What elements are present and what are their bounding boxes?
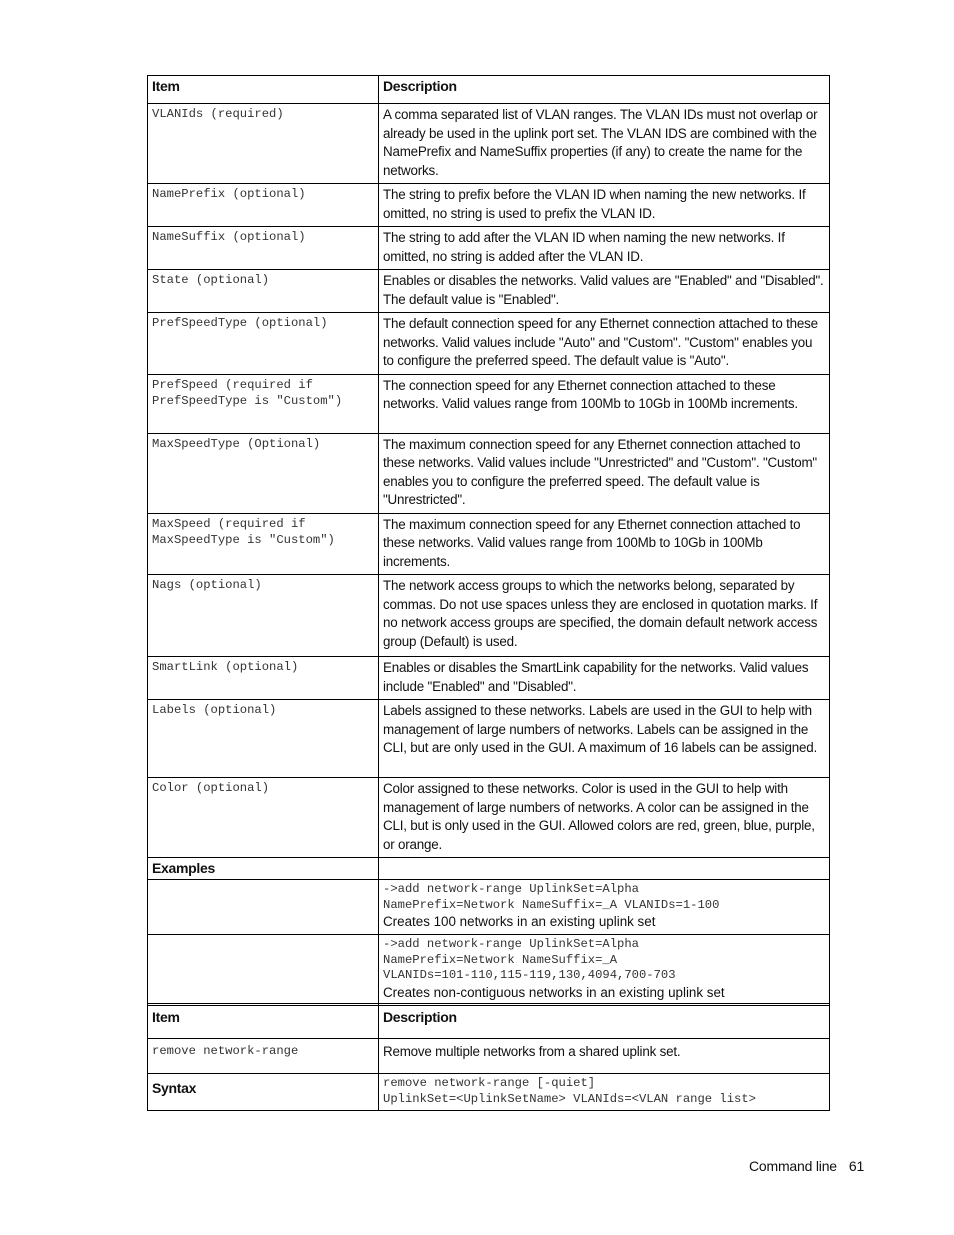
param-description: The default connection speed for any Ethernet connection attached to these networks. Valid values include "Auto" and "Custom". "Custom" enables you to configure the preferred speed. The default value is "Auto". bbox=[379, 313, 830, 375]
table-row bbox=[148, 270, 830, 313]
page-footer bbox=[749, 1158, 864, 1174]
parameters-table bbox=[147, 75, 830, 1006]
param-name: MaxSpeedType (Optional) bbox=[148, 433, 379, 513]
example-code: ->add network-range UplinkSet=Alpha NamePrefix=Network NameSuffix=_A VLANIDs=101-110,115-119,130,4094,700-703 bbox=[383, 937, 676, 982]
table-row bbox=[148, 700, 830, 778]
example-cell bbox=[379, 935, 830, 1006]
syntax-code: remove network-range [-quiet] UplinkSet=<UplinkSetName> VLANIds=<VLAN range list> bbox=[383, 1076, 756, 1106]
syntax-cell bbox=[379, 1074, 830, 1111]
example-row bbox=[148, 935, 830, 1006]
param-name: PrefSpeedType (optional) bbox=[148, 313, 379, 375]
example-code: ->add network-range UplinkSet=Alpha NamePrefix=Network NameSuffix=_A VLANIDs=1-100 bbox=[383, 882, 720, 912]
table-header-row bbox=[148, 76, 830, 104]
examples-empty-cell bbox=[379, 858, 830, 880]
table-row bbox=[148, 433, 830, 513]
footer-section: Command line bbox=[749, 1158, 837, 1174]
example-description: Creates non-contiguous networks in an existing uplink set bbox=[383, 984, 725, 1000]
table-row bbox=[148, 184, 830, 227]
example-cell bbox=[379, 880, 830, 935]
table-row bbox=[148, 575, 830, 657]
syntax-row bbox=[148, 1074, 830, 1111]
page-number: 61 bbox=[848, 1158, 865, 1174]
example-empty-cell bbox=[148, 880, 379, 935]
param-description: The maximum connection speed for any Ethernet connection attached to these networks. Valid values range from 100Mb to 10Gb in 100Mb increments. bbox=[379, 513, 830, 575]
param-description: The network access groups to which the networks belong, separated by commas. Do not use spaces unless they are enclosed in quotation marks. If no network access groups are specified, the domain default network access group (Default) is used. bbox=[379, 575, 830, 657]
param-name: NamePrefix (optional) bbox=[148, 184, 379, 227]
param-description: The string to add after the VLAN ID when naming the new networks. If omitted, no string is added after the VLAN ID. bbox=[379, 227, 830, 270]
param-name: VLANIds (required) bbox=[148, 104, 379, 184]
header-item: Item bbox=[148, 76, 379, 104]
table-row bbox=[148, 374, 830, 433]
table-row bbox=[148, 227, 830, 270]
param-name: SmartLink (optional) bbox=[148, 657, 379, 700]
param-description: A comma separated list of VLAN ranges. The VLAN IDs must not overlap or already be used in the uplink port set. The VLAN IDS are combined with the NamePrefix and NameSuffix properties (if any) to create the name for the networks. bbox=[379, 104, 830, 184]
table-row bbox=[148, 657, 830, 700]
command-row bbox=[148, 1039, 830, 1074]
table-row bbox=[148, 104, 830, 184]
examples-header-row bbox=[148, 858, 830, 880]
header-description: Description bbox=[379, 1004, 830, 1039]
param-description: The string to prefix before the VLAN ID when naming the new networks. If omitted, no string is used to prefix the VLAN ID. bbox=[379, 184, 830, 227]
param-name: NameSuffix (optional) bbox=[148, 227, 379, 270]
examples-label: Examples bbox=[148, 858, 379, 880]
param-name: PrefSpeed (required if PrefSpeedType is "Custom") bbox=[148, 374, 379, 433]
param-description: Enables or disables the SmartLink capability for the networks. Valid values include "Enabled" and "Disabled". bbox=[379, 657, 830, 700]
example-empty-cell bbox=[148, 935, 379, 1006]
example-row bbox=[148, 880, 830, 935]
command-description: Remove multiple networks from a shared uplink set. bbox=[379, 1039, 830, 1074]
header-item: Item bbox=[148, 1004, 379, 1039]
param-name: Color (optional) bbox=[148, 778, 379, 858]
syntax-label: Syntax bbox=[148, 1074, 379, 1111]
table-row bbox=[148, 313, 830, 375]
param-description: The connection speed for any Ethernet connection attached to these networks. Valid values range from 100Mb to 10Gb in 100Mb increments. bbox=[379, 374, 830, 433]
command-table bbox=[147, 1003, 830, 1111]
param-description: The maximum connection speed for any Ethernet connection attached to these networks. Valid values include "Unrestricted" and "Custom". "Custom" enables you to configure the preferred speed. The default value is "Unrestricted". bbox=[379, 433, 830, 513]
example-description: Creates 100 networks in an existing uplink set bbox=[383, 914, 656, 929]
param-name: Labels (optional) bbox=[148, 700, 379, 778]
table-header-row bbox=[148, 1004, 830, 1039]
command-name: remove network-range bbox=[148, 1039, 379, 1074]
param-name: MaxSpeed (required if MaxSpeedType is "Custom") bbox=[148, 513, 379, 575]
param-description: Color assigned to these networks. Color is used in the GUI to help with management of large numbers of networks. A color can be assigned in the CLI, but is only used in the GUI. Allowed colors are red, green, blue, purple, or orange. bbox=[379, 778, 830, 858]
param-name: State (optional) bbox=[148, 270, 379, 313]
param-description: Labels assigned to these networks. Labels are used in the GUI to help with management of large numbers of networks. Labels can be assigned in the CLI, but are only used in the GUI. A maximum of 16 labels can be assigned. bbox=[379, 700, 830, 778]
table-row bbox=[148, 513, 830, 575]
param-description: Enables or disables the networks. Valid values are "Enabled" and "Disabled". The default value is "Enabled". bbox=[379, 270, 830, 313]
table-row bbox=[148, 778, 830, 858]
header-description: Description bbox=[379, 76, 830, 104]
param-name: Nags (optional) bbox=[148, 575, 379, 657]
